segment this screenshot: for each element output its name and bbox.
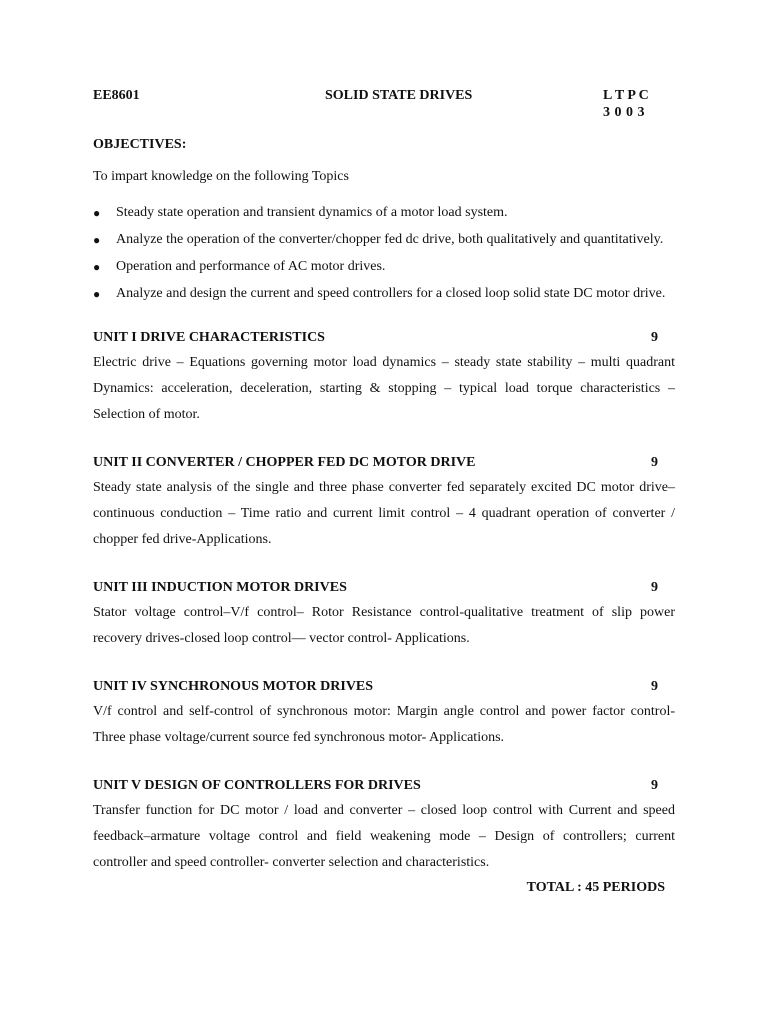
total-periods: TOTAL : 45 PERIODS (526, 880, 665, 895)
unit-body: Stator voltage control–V/f control– Rotor Resistance control-qualitative treatment of slip power recovery drives-closed loop control–– vector control- Applications. (93, 605, 675, 646)
unit-heading (93, 454, 675, 472)
bullet-icon: ● (93, 233, 101, 247)
unit-hours: 9 (651, 778, 658, 793)
objectives-intro: To impart knowledge on the following Topics (93, 169, 349, 184)
unit-5 (93, 777, 675, 876)
objective-item: ● Operation and performance of AC motor drives. (93, 254, 675, 280)
course-code: EE8601 (93, 88, 140, 103)
unit-hours: 9 (651, 330, 658, 345)
syllabus-content (93, 136, 675, 897)
unit-title: UNIT V DESIGN OF CONTROLLERS FOR DRIVES (93, 778, 421, 793)
units-section (93, 329, 675, 897)
course-title: SOLID STATE DRIVES (325, 88, 473, 103)
unit-heading (93, 777, 675, 795)
unit-body: V/f control and self-control of synchronous motor: Margin angle control and power factor control- Three phase voltage/current source fed synchronous motor- Applications. (93, 704, 675, 745)
unit-title: UNIT IV SYNCHRONOUS MOTOR DRIVES (93, 679, 374, 694)
unit-heading (93, 329, 675, 347)
unit-title: UNIT I DRIVE CHARACTERISTICS (93, 330, 325, 345)
unit-title: UNIT III INDUCTION MOTOR DRIVES (93, 580, 347, 595)
unit-hours: 9 (651, 455, 658, 470)
objectives-heading: OBJECTIVES: (93, 137, 187, 152)
unit-body: Electric drive – Equations governing motor load dynamics – steady state stability – multi quadrant Dynamics: acceleration, deceleration, starting & stopping – typical load torque characteristics – Selection of motor. (93, 355, 675, 422)
ltpc-values: 3 0 0 3 (603, 105, 645, 120)
bullet-icon: ● (93, 260, 101, 274)
objective-item: ● Analyze and design the current and speed controllers for a closed loop solid state DC motor drive. (93, 281, 675, 307)
unit-body: Transfer function for DC motor / load and converter – closed loop control with Current and speed feedback–armature voltage control and field weakening mode – Design of controllers; current controller and speed controller- converter selection and characteristics. (93, 803, 675, 870)
objectives-list (93, 200, 675, 307)
ltpc-block (603, 88, 649, 121)
unit-heading (93, 678, 675, 696)
unit-hours: 9 (651, 580, 658, 595)
objective-item: ● Steady state operation and transient dynamics of a motor load system. (93, 200, 675, 226)
bullet-icon: ● (93, 287, 101, 301)
bullet-icon: ● (93, 206, 101, 220)
unit-hours: 9 (651, 679, 658, 694)
unit-2 (93, 454, 675, 553)
unit-4 (93, 678, 675, 751)
unit-1 (93, 329, 675, 428)
unit-3 (93, 579, 675, 652)
ltpc-label: L T P C (603, 88, 649, 103)
unit-title: UNIT II CONVERTER / CHOPPER FED DC MOTOR DRIVE (93, 455, 476, 470)
unit-body: Steady state analysis of the single and three phase converter fed separately excited DC motor drive– continuous conduction – Time ratio and current limit control – 4 quadrant operation of converter / chopper fed drive-Applications. (93, 480, 675, 547)
objective-item: ● Analyze the operation of the converter/chopper fed dc drive, both qualitatively and quantitatively. (93, 227, 675, 253)
unit-heading (93, 579, 675, 597)
